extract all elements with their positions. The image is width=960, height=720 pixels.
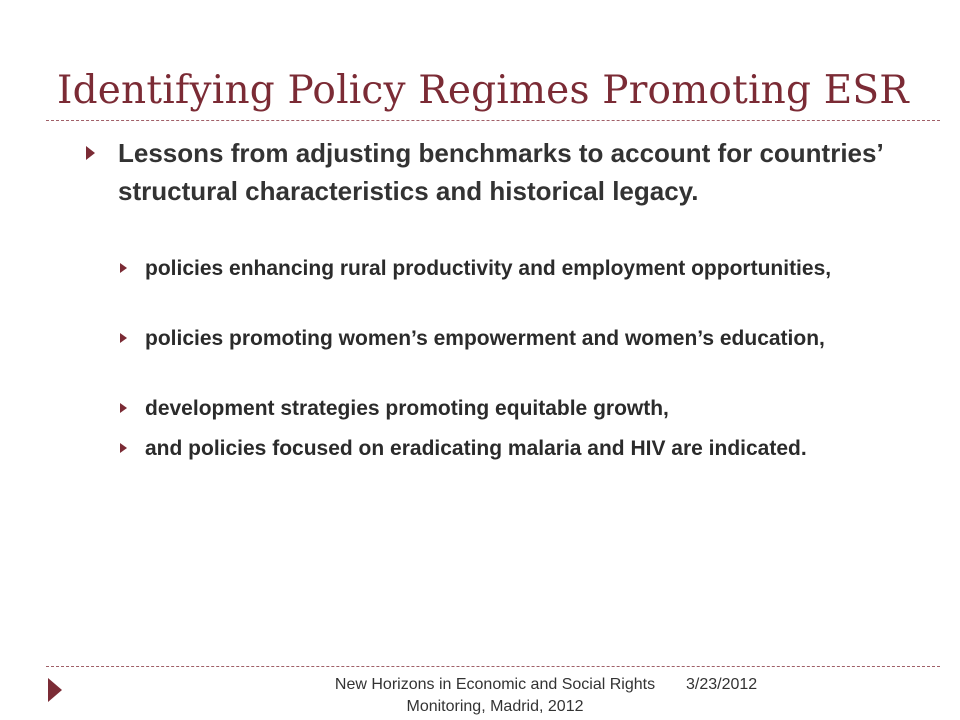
slide-title: Identifying Policy Regimes Promoting ESR xyxy=(57,68,909,113)
footer-date: 3/23/2012 xyxy=(686,676,758,693)
sub-bullet-4: and policies focused on eradicating malaria and HIV are indicated. xyxy=(145,437,807,460)
main-bullet-text: Lessons from adjusting benchmarks to account for countries’ structural characteristics and historical legacy. xyxy=(118,138,883,206)
triangle-bullet-icon xyxy=(120,443,127,453)
footer-divider xyxy=(46,666,940,667)
sub-bullet-1: policies enhancing rural productivity and employment opportunities, xyxy=(145,257,832,280)
sub-bullet-2: policies promoting women’s empowerment and women’s education, xyxy=(145,327,825,350)
triangle-bullet-icon xyxy=(120,263,127,273)
triangle-bullet-icon xyxy=(120,403,127,413)
triangle-bullet-icon xyxy=(120,333,127,343)
sub-bullet-3: development strategies promoting equitable growth, xyxy=(145,397,669,420)
footer-text: New Horizons in Economic and Social Rights Monitoring, Madrid, 2012 xyxy=(334,676,656,715)
footer-triangle-icon xyxy=(48,678,62,702)
triangle-bullet-icon xyxy=(86,146,95,160)
